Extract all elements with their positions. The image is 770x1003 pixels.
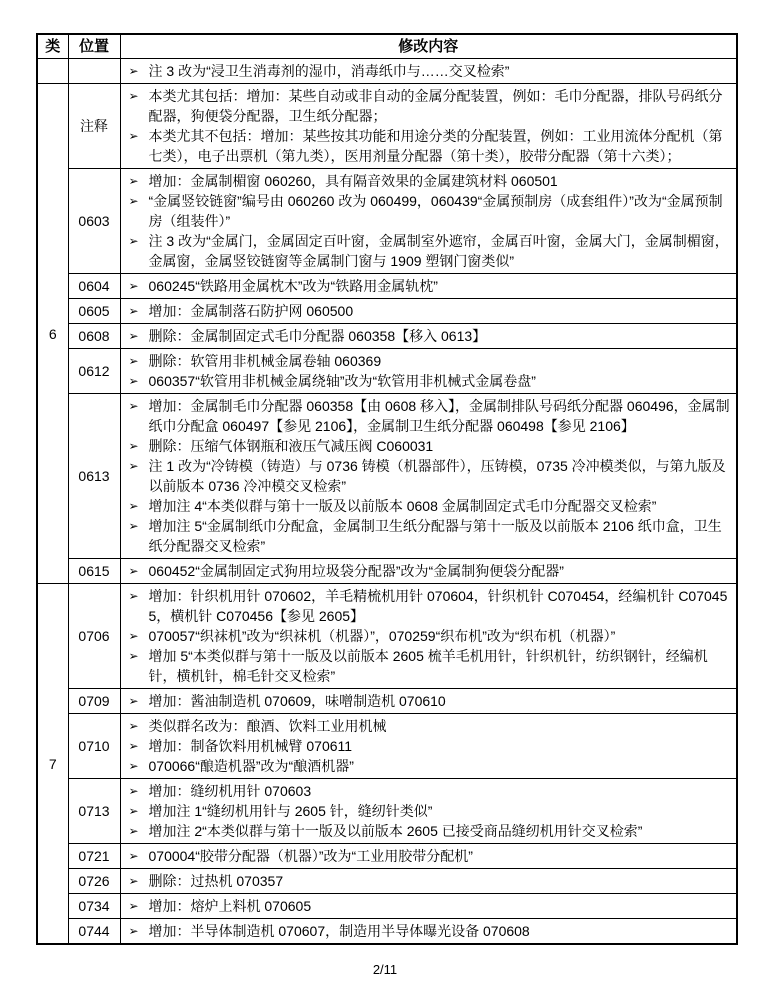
table-row xyxy=(37,869,737,894)
revision-item xyxy=(121,781,733,801)
revision-item xyxy=(121,646,733,686)
content-cell xyxy=(120,84,737,169)
category-cell xyxy=(37,59,68,84)
revision-item-text: 070004“胶带分配器（机器）”改为“工业用胶带分配机” xyxy=(148,848,473,864)
position-cell: 0709 xyxy=(68,689,120,714)
arrow-bullet-icon: ➢ xyxy=(128,459,139,473)
category-cell: 6 xyxy=(37,84,68,584)
table-row xyxy=(37,394,737,559)
revision-item xyxy=(121,396,733,436)
revision-item xyxy=(121,301,733,321)
arrow-bullet-icon: ➢ xyxy=(128,564,139,578)
revision-item xyxy=(121,736,733,756)
revision-item xyxy=(121,171,733,191)
revision-item xyxy=(121,821,733,841)
revision-item xyxy=(121,871,733,891)
table-row xyxy=(37,349,737,394)
revision-item-text: 注 3 改为“金属门，金属固定百叶窗，金属制室外遮帘，金属百叶窗，金属大门，金属制楣窗，金属窗，金属竖铰链窗等金属制门窗与 1909 塑钢门窗类似” xyxy=(148,233,729,269)
revision-item-text: 增加：金属制落石防护网 060500 xyxy=(148,303,354,319)
table-header-row xyxy=(37,34,737,59)
arrow-bullet-icon: ➢ xyxy=(128,649,139,663)
content-cell xyxy=(120,584,737,689)
revision-item-text: 060245“铁路用金属枕木”改为“铁路用金属轨枕” xyxy=(148,278,438,294)
arrow-bullet-icon: ➢ xyxy=(128,589,139,603)
arrow-bullet-icon: ➢ xyxy=(128,89,139,103)
revision-item-text: 增加注 2“本类似群与第十一版及以前版本 2605 已接受商品缝纫机用针交叉检索” xyxy=(148,823,643,839)
revision-item xyxy=(121,801,733,821)
arrow-bullet-icon: ➢ xyxy=(128,849,139,863)
content-cell xyxy=(120,779,737,844)
revision-item-text: “金属竖铰链窗”编号由 060260 改为 060499，060439“金属预制房（成套组件）”改为“金属预制房（组装件）” xyxy=(148,193,723,229)
arrow-bullet-icon: ➢ xyxy=(128,629,139,643)
revision-item xyxy=(121,126,733,166)
arrow-bullet-icon: ➢ xyxy=(128,439,139,453)
position-cell: 0734 xyxy=(68,894,120,919)
page-number: 2/11 xyxy=(372,962,398,977)
content-cell xyxy=(120,274,737,299)
revision-item-text: 060452“金属制固定式狗用垃圾袋分配器”改为“金属制狗便袋分配器” xyxy=(148,563,564,579)
position-cell: 0605 xyxy=(68,299,120,324)
content-cell xyxy=(120,894,737,919)
content-cell xyxy=(120,689,737,714)
position-cell: 0608 xyxy=(68,324,120,349)
position-cell xyxy=(68,59,120,84)
arrow-bullet-icon: ➢ xyxy=(128,399,139,413)
table-row xyxy=(37,299,737,324)
table-row xyxy=(37,559,737,584)
revision-item-text: 删除：压缩气体钢瓶和液压气减压阀 C060031 xyxy=(148,438,434,454)
arrow-bullet-icon: ➢ xyxy=(128,899,139,913)
revision-item xyxy=(121,896,733,916)
arrow-bullet-icon: ➢ xyxy=(128,64,139,78)
table-row xyxy=(37,919,737,945)
revision-item xyxy=(121,516,733,556)
arrow-bullet-icon: ➢ xyxy=(128,304,139,318)
revision-item xyxy=(121,756,733,776)
position-cell: 注释 xyxy=(68,84,120,169)
revision-item-text: 增加注 4“本类似群与第十一版及以前版本 0608 金属制固定式毛巾分配器交叉检索” xyxy=(148,498,657,514)
revision-item xyxy=(121,456,733,496)
revision-item xyxy=(121,846,733,866)
content-cell xyxy=(120,299,737,324)
revision-item-text: 增加：制备饮料用机械臂 070611 xyxy=(148,738,353,754)
position-cell: 0721 xyxy=(68,844,120,869)
revision-table xyxy=(36,33,738,945)
table-row xyxy=(37,779,737,844)
arrow-bullet-icon: ➢ xyxy=(128,719,139,733)
revision-item xyxy=(121,716,733,736)
revision-item xyxy=(121,231,733,271)
revision-item xyxy=(121,86,733,126)
revision-item-text: 增加：金属制毛巾分配器 060358【由 0608 移入】，金属制排队号码纸分配器 060496，金属制纸巾分配盒 060497【参见 2106】，金属制卫生纸分配器 060498【参见 2106】 xyxy=(148,398,730,434)
arrow-bullet-icon: ➢ xyxy=(128,374,139,388)
revision-item-text: 增加注 1“缝纫机用针与 2605 针，缝纫针类似” xyxy=(148,803,433,819)
arrow-bullet-icon: ➢ xyxy=(128,804,139,818)
arrow-bullet-icon: ➢ xyxy=(128,174,139,188)
revision-item-text: 增加：针织机用针 070602，羊毛精梳机用针 070604，针织机针 C070454，经编机针 C070455，横机针 C070456【参见 2605】 xyxy=(148,588,728,624)
position-cell: 0744 xyxy=(68,919,120,945)
position-cell: 0613 xyxy=(68,394,120,559)
arrow-bullet-icon: ➢ xyxy=(128,499,139,513)
content-cell xyxy=(120,324,737,349)
revision-item xyxy=(121,626,733,646)
revision-item xyxy=(121,436,733,456)
revision-item xyxy=(121,371,733,391)
table-row xyxy=(37,584,737,689)
revision-item-text: 本类尤其包括：增加：某些自动或非自动的金属分配装置，例如：毛巾分配器，排队号码纸分配器，狗便袋分配器，卫生纸分配器； xyxy=(148,88,723,124)
arrow-bullet-icon: ➢ xyxy=(128,354,139,368)
revision-item-text: 删除：金属制固定式毛巾分配器 060358【移入 0613】 xyxy=(148,328,487,344)
position-cell: 0726 xyxy=(68,869,120,894)
position-cell: 0604 xyxy=(68,274,120,299)
content-cell xyxy=(120,919,737,945)
arrow-bullet-icon: ➢ xyxy=(128,924,139,938)
revision-item-text: 删除：软管用非机械金属卷轴 060369 xyxy=(148,353,382,369)
revision-item-text: 注 1 改为“冷铸模（铸造）与 0736 铸模（机器部件），压铸模，0735 冷冲模类似，与第九版及以前版本 0736 冷冲模交叉检索” xyxy=(148,458,726,494)
revision-item-text: 060357“软管用非机械金属绕轴”改为“软管用非机械式金属卷盘” xyxy=(148,373,536,389)
revision-item xyxy=(121,561,733,581)
position-cell: 0706 xyxy=(68,584,120,689)
revision-item-text: 增加：半导体制造机 070607，制造用半导体曝光设备 070608 xyxy=(148,923,530,939)
column-header-category: 类 xyxy=(37,34,68,59)
content-cell xyxy=(120,349,737,394)
revision-item-text: 增加：金属制楣窗 060260，具有隔音效果的金属建筑材料 060501 xyxy=(148,173,558,189)
category-cell: 7 xyxy=(37,584,68,945)
revision-item xyxy=(121,61,733,81)
content-cell xyxy=(120,59,737,84)
revision-item xyxy=(121,586,733,626)
revision-item-text: 070057“织袜机”改为“织袜机（机器）”，070259“织布机”改为“织布机（机器）” xyxy=(148,628,616,644)
arrow-bullet-icon: ➢ xyxy=(128,194,139,208)
position-cell: 0615 xyxy=(68,559,120,584)
revision-item-text: 增加：酱油制造机 070609，味噌制造机 070610 xyxy=(148,693,446,709)
revision-item-text: 070066“酿造机器”改为“酿酒机器” xyxy=(148,758,354,774)
arrow-bullet-icon: ➢ xyxy=(128,759,139,773)
revision-item-text: 本类尤其不包括：增加：某些按其功能和用途分类的分配装置，例如：工业用流体分配机（第七类），电子出票机（第九类），医用剂量分配器（第十类），胶带分配器（第十六类）； xyxy=(148,128,723,164)
table-row xyxy=(37,714,737,779)
revision-item-text: 增加注 5“金属制纸巾分配盒，金属制卫生纸分配器与第十一版及以前版本 2106 纸巾盒，卫生纸分配器交叉检索” xyxy=(148,518,722,554)
arrow-bullet-icon: ➢ xyxy=(128,129,139,143)
table-row xyxy=(37,169,737,274)
content-cell xyxy=(120,394,737,559)
revision-item-text: 类似群名改为：酿酒、饮料工业用机械 xyxy=(148,718,387,734)
revision-item xyxy=(121,496,733,516)
revision-item xyxy=(121,191,733,231)
arrow-bullet-icon: ➢ xyxy=(128,234,139,248)
revision-item xyxy=(121,691,733,711)
table-row xyxy=(37,324,737,349)
revision-item xyxy=(121,276,733,296)
arrow-bullet-icon: ➢ xyxy=(128,824,139,838)
arrow-bullet-icon: ➢ xyxy=(128,694,139,708)
arrow-bullet-icon: ➢ xyxy=(128,739,139,753)
table-row xyxy=(37,274,737,299)
revision-item xyxy=(121,921,733,941)
table-row xyxy=(37,59,737,84)
content-cell xyxy=(120,559,737,584)
content-cell xyxy=(120,844,737,869)
revision-item-text: 增加：缝纫机用针 070603 xyxy=(148,783,312,799)
content-cell xyxy=(120,869,737,894)
revision-item-text: 注 3 改为“浸卫生消毒剂的湿巾，消毒纸巾与……交叉检索” xyxy=(148,63,510,79)
position-cell: 0603 xyxy=(68,169,120,274)
content-cell xyxy=(120,714,737,779)
column-header-content: 修改内容 xyxy=(120,34,737,59)
position-cell: 0710 xyxy=(68,714,120,779)
table-row xyxy=(37,689,737,714)
arrow-bullet-icon: ➢ xyxy=(128,329,139,343)
revision-item xyxy=(121,326,733,346)
arrow-bullet-icon: ➢ xyxy=(128,874,139,888)
arrow-bullet-icon: ➢ xyxy=(128,279,139,293)
content-cell xyxy=(120,169,737,274)
arrow-bullet-icon: ➢ xyxy=(128,784,139,798)
position-cell: 0713 xyxy=(68,779,120,844)
position-cell: 0612 xyxy=(68,349,120,394)
column-header-position: 位置 xyxy=(68,34,120,59)
revision-item xyxy=(121,351,733,371)
revision-item-text: 增加：熔炉上料机 070605 xyxy=(148,898,312,914)
revision-item-text: 增加 5“本类似群与第十一版及以前版本 2605 梳羊毛机用针，针织机针，纺织钢针，经编机针，横机针，棉毛针交叉检索” xyxy=(148,648,708,684)
table-row xyxy=(37,844,737,869)
revision-item-text: 删除：过热机 070357 xyxy=(148,873,284,889)
table-row xyxy=(37,84,737,169)
arrow-bullet-icon: ➢ xyxy=(128,519,139,533)
table-row xyxy=(37,894,737,919)
